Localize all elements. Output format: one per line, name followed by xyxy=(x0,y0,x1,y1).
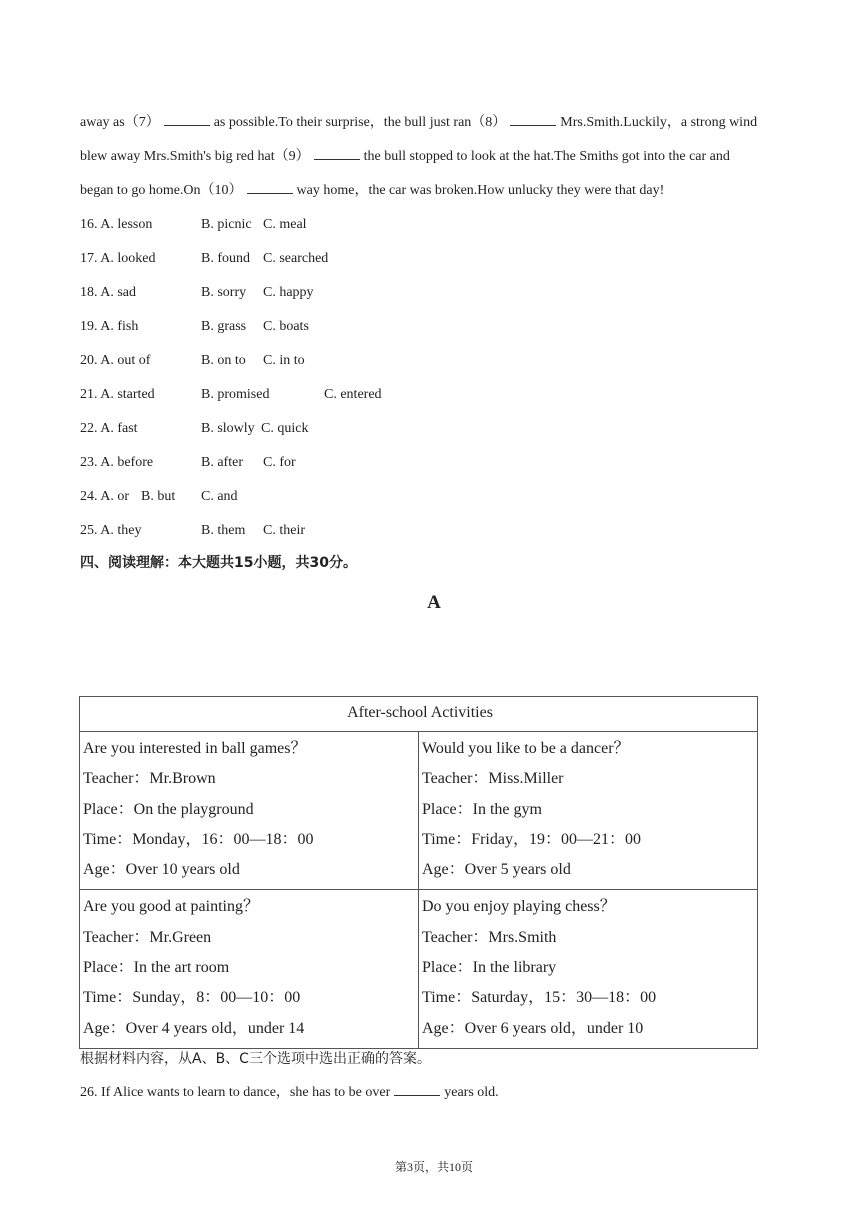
activity-place: Place：In the library xyxy=(422,959,557,977)
option-b: B. grass xyxy=(201,319,247,334)
activity-place: Place：In the gym xyxy=(422,800,542,818)
option-row-16 xyxy=(80,208,680,242)
option-c: C. meal xyxy=(263,217,307,232)
option-b: B. but xyxy=(141,489,176,504)
option-b: B. them xyxy=(201,523,246,538)
activities-table xyxy=(79,696,758,1049)
activity-question: Are you interested in ball games？ xyxy=(83,740,307,757)
passage-line xyxy=(80,140,800,174)
option-a: 20. A. out of xyxy=(80,353,151,368)
option-b: B. on to xyxy=(201,353,246,368)
activity-cell-dance xyxy=(419,732,758,890)
option-row-17 xyxy=(80,242,680,276)
option-a: 23. A. before xyxy=(80,455,154,470)
passage-fragment: blew away Mrs.Smith's big red hat（9） xyxy=(80,149,310,164)
option-c: C. their xyxy=(263,523,305,538)
answer-blank-9 xyxy=(314,145,360,160)
activity-age: Age：Over 10 years old xyxy=(83,861,240,879)
activity-time: Time：Monday，16：00—18：00 xyxy=(83,830,314,848)
table-caption: After-school Activities xyxy=(80,697,758,732)
passage-fragment: way home，the car was broken.How unlucky they were that day! xyxy=(296,183,665,198)
option-a: 22. A. fast xyxy=(80,421,138,436)
answer-blank-10 xyxy=(247,179,293,194)
option-row-22 xyxy=(80,412,680,446)
question-instruction: 根据材料内容，从A、B、C三个选项中选出正确的答案。 xyxy=(80,1051,431,1067)
option-a: 19. A. fish xyxy=(80,319,139,334)
option-a: 25. A. they xyxy=(80,523,142,538)
option-a: 18. A. sad xyxy=(80,285,136,300)
passage-fragment: the bull stopped to look at the hat.The Smiths got into the car and xyxy=(363,149,730,164)
answer-blank-7 xyxy=(164,111,210,126)
activity-age: Age：Over 5 years old xyxy=(422,861,571,879)
activity-time: Time：Sunday，8：00—10：00 xyxy=(83,989,301,1007)
passage-fragment: as possible.To their surprise，the bull just ran（8） xyxy=(213,115,507,130)
option-c: C. entered xyxy=(324,387,382,402)
activity-teacher: Teacher：Miss.Miller xyxy=(422,770,564,788)
table-row xyxy=(80,732,758,890)
activity-question: Would you like to be a dancer？ xyxy=(422,740,630,757)
option-c: C. and xyxy=(201,489,238,504)
passage-fragment: Mrs.Smith.Luckily，a strong wind xyxy=(560,115,758,130)
activity-question: Do you enjoy playing chess？ xyxy=(422,898,616,916)
activity-cell-chess xyxy=(419,890,758,1048)
table-row xyxy=(80,890,758,1048)
activity-cell-painting xyxy=(80,890,419,1048)
activity-place: Place：In the art room xyxy=(83,959,230,977)
question-text: 26. If Alice wants to learn to dance，she has to be over xyxy=(80,1085,391,1100)
question-text-end: years old. xyxy=(444,1085,499,1100)
passage-text xyxy=(80,106,800,208)
option-a: 24. A. or xyxy=(80,489,129,504)
passage-letter: A xyxy=(427,592,441,613)
option-c: C. searched xyxy=(263,251,329,266)
passage-line xyxy=(80,106,800,140)
option-row-21 xyxy=(80,378,680,412)
option-a: 16. A. lesson xyxy=(80,217,153,232)
table-caption-row xyxy=(80,697,758,732)
activity-teacher: Teacher：Mr.Green xyxy=(83,928,212,946)
activity-place: Place：On the playground xyxy=(83,800,254,818)
option-a: 17. A. looked xyxy=(80,251,156,266)
page-footer: 第3页，共10页 xyxy=(394,1160,473,1174)
activity-teacher: Teacher：Mrs.Smith xyxy=(422,928,557,946)
option-c: C. for xyxy=(263,455,296,470)
option-row-18 xyxy=(80,276,680,310)
activity-cell-ball-games xyxy=(80,732,419,890)
activity-age: Age：Over 4 years old，under 14 xyxy=(83,1019,305,1037)
option-b: B. picnic xyxy=(201,217,252,232)
option-b: B. promised xyxy=(201,387,270,402)
option-c: C. quick xyxy=(261,421,309,436)
option-b: B. sorry xyxy=(201,285,247,300)
option-b: B. after xyxy=(201,455,243,470)
option-row-24 xyxy=(80,480,680,514)
passage-line xyxy=(80,174,800,208)
activity-time: Time：Saturday，15：30—18：00 xyxy=(422,989,657,1007)
option-c: C. in to xyxy=(263,353,305,368)
answer-blank-8 xyxy=(510,111,556,126)
option-row-23 xyxy=(80,446,680,480)
passage-fragment: away as（7） xyxy=(80,115,160,130)
activity-teacher: Teacher：Mr.Brown xyxy=(83,770,216,788)
option-row-25 xyxy=(80,514,680,548)
option-b: B. slowly xyxy=(201,421,255,436)
option-b: B. found xyxy=(201,251,250,266)
option-row-20 xyxy=(80,344,680,378)
option-c: C. boats xyxy=(263,319,309,334)
activity-time: Time：Friday，19：00—21：00 xyxy=(422,830,641,848)
question-26 xyxy=(80,1080,499,1106)
section-heading: 四、阅读理解：本大题共15小题，共30分。 xyxy=(80,555,357,571)
activity-age: Age：Over 6 years old，under 10 xyxy=(422,1019,644,1037)
answer-blank-26 xyxy=(394,1081,440,1096)
answer-options-list xyxy=(80,208,680,548)
option-c: C. happy xyxy=(263,285,314,300)
option-a: 21. A. started xyxy=(80,387,155,402)
activity-question: Are you good at painting？ xyxy=(83,898,259,916)
option-row-19 xyxy=(80,310,680,344)
passage-fragment: began to go home.On（10） xyxy=(80,183,243,198)
